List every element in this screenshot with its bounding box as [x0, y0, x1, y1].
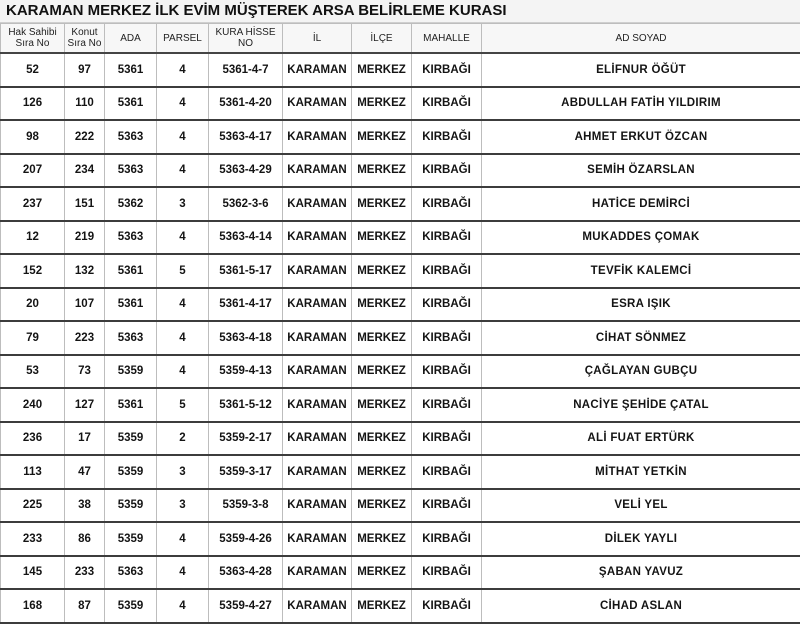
- cell-parsel: 4: [157, 355, 209, 389]
- cell-hak-sahibi-sira-no: 113: [1, 455, 65, 489]
- cell-konut-sira-no: 38: [65, 489, 105, 523]
- cell-konut-sira-no: 234: [65, 154, 105, 188]
- cell-kura-hisse-no: 5361-5-17: [209, 254, 283, 288]
- cell-ilce: MERKEZ: [352, 522, 412, 556]
- cell-ilce: MERKEZ: [352, 154, 412, 188]
- cell-ada: 5359: [105, 422, 157, 456]
- cell-kura-hisse-no: 5363-4-14: [209, 221, 283, 255]
- cell-konut-sira-no: 87: [65, 589, 105, 623]
- cell-konut-sira-no: 223: [65, 321, 105, 355]
- cell-kura-hisse-no: 5362-3-6: [209, 187, 283, 221]
- cell-mahalle: KIRBAĞI: [412, 120, 482, 154]
- cell-hak-sahibi-sira-no: 98: [1, 120, 65, 154]
- cell-ilce: MERKEZ: [352, 53, 412, 87]
- cell-ad-soyad: ESRA IŞIK: [482, 288, 800, 322]
- cell-konut-sira-no: 86: [65, 522, 105, 556]
- table-body: [1, 53, 800, 623]
- col-header-mahalle: MAHALLE: [412, 24, 482, 54]
- cell-parsel: 5: [157, 388, 209, 422]
- cell-hak-sahibi-sira-no: 145: [1, 556, 65, 590]
- cell-ilce: MERKEZ: [352, 589, 412, 623]
- table-row: [1, 288, 800, 322]
- cell-kura-hisse-no: 5361-4-20: [209, 87, 283, 121]
- cell-parsel: 4: [157, 321, 209, 355]
- cell-il: KARAMAN: [283, 53, 352, 87]
- cell-hak-sahibi-sira-no: 240: [1, 388, 65, 422]
- cell-parsel: 3: [157, 489, 209, 523]
- cell-ilce: MERKEZ: [352, 422, 412, 456]
- cell-ada: 5363: [105, 556, 157, 590]
- cell-mahalle: KIRBAĞI: [412, 589, 482, 623]
- cell-kura-hisse-no: 5359-2-17: [209, 422, 283, 456]
- cell-il: KARAMAN: [283, 589, 352, 623]
- cell-mahalle: KIRBAĞI: [412, 154, 482, 188]
- table-row: [1, 87, 800, 121]
- cell-kura-hisse-no: 5359-4-27: [209, 589, 283, 623]
- col-header-hak-sahibi-sira-no: Hak Sahibi Sıra No: [1, 24, 65, 54]
- cell-hak-sahibi-sira-no: 52: [1, 53, 65, 87]
- cell-konut-sira-no: 127: [65, 388, 105, 422]
- cell-ada: 5363: [105, 154, 157, 188]
- cell-il: KARAMAN: [283, 355, 352, 389]
- table-row: [1, 187, 800, 221]
- cell-kura-hisse-no: 5363-4-18: [209, 321, 283, 355]
- cell-kura-hisse-no: 5361-5-12: [209, 388, 283, 422]
- table-row: [1, 556, 800, 590]
- cell-mahalle: KIRBAĞI: [412, 187, 482, 221]
- cell-konut-sira-no: 219: [65, 221, 105, 255]
- cell-mahalle: KIRBAĞI: [412, 489, 482, 523]
- cell-parsel: 4: [157, 221, 209, 255]
- cell-mahalle: KIRBAĞI: [412, 254, 482, 288]
- page-title: KARAMAN MERKEZ İLK EVİM MÜŞTEREK ARSA BELİRLEME KURASI: [0, 0, 800, 23]
- cell-kura-hisse-no: 5359-3-8: [209, 489, 283, 523]
- cell-il: KARAMAN: [283, 288, 352, 322]
- cell-parsel: 4: [157, 120, 209, 154]
- cell-kura-hisse-no: 5363-4-17: [209, 120, 283, 154]
- cell-mahalle: KIRBAĞI: [412, 221, 482, 255]
- cell-ilce: MERKEZ: [352, 388, 412, 422]
- cell-ilce: MERKEZ: [352, 221, 412, 255]
- cell-konut-sira-no: 151: [65, 187, 105, 221]
- cell-il: KARAMAN: [283, 154, 352, 188]
- table-row: [1, 53, 800, 87]
- cell-il: KARAMAN: [283, 87, 352, 121]
- cell-konut-sira-no: 97: [65, 53, 105, 87]
- cell-mahalle: KIRBAĞI: [412, 455, 482, 489]
- cell-ada: 5359: [105, 355, 157, 389]
- cell-konut-sira-no: 110: [65, 87, 105, 121]
- table-row: [1, 355, 800, 389]
- cell-ada: 5363: [105, 120, 157, 154]
- cell-ilce: MERKEZ: [352, 355, 412, 389]
- cell-hak-sahibi-sira-no: 12: [1, 221, 65, 255]
- table-row: [1, 489, 800, 523]
- cell-parsel: 4: [157, 53, 209, 87]
- cell-ada: 5361: [105, 288, 157, 322]
- cell-konut-sira-no: 107: [65, 288, 105, 322]
- cell-konut-sira-no: 47: [65, 455, 105, 489]
- cell-parsel: 3: [157, 455, 209, 489]
- cell-il: KARAMAN: [283, 254, 352, 288]
- cell-parsel: 4: [157, 589, 209, 623]
- table-row: [1, 221, 800, 255]
- cell-konut-sira-no: 73: [65, 355, 105, 389]
- table-row: [1, 422, 800, 456]
- cell-hak-sahibi-sira-no: 237: [1, 187, 65, 221]
- cell-ilce: MERKEZ: [352, 455, 412, 489]
- cell-mahalle: KIRBAĞI: [412, 53, 482, 87]
- cell-il: KARAMAN: [283, 422, 352, 456]
- cell-ada: 5361: [105, 53, 157, 87]
- cell-ad-soyad: MUKADDES ÇOMAK: [482, 221, 800, 255]
- cell-il: KARAMAN: [283, 455, 352, 489]
- cell-parsel: 4: [157, 288, 209, 322]
- cell-hak-sahibi-sira-no: 233: [1, 522, 65, 556]
- cell-ada: 5361: [105, 254, 157, 288]
- cell-mahalle: KIRBAĞI: [412, 522, 482, 556]
- cell-kura-hisse-no: 5361-4-7: [209, 53, 283, 87]
- cell-il: KARAMAN: [283, 388, 352, 422]
- cell-ada: 5363: [105, 321, 157, 355]
- results-table: [0, 23, 800, 624]
- cell-kura-hisse-no: 5361-4-17: [209, 288, 283, 322]
- cell-ilce: MERKEZ: [352, 187, 412, 221]
- cell-ad-soyad: DİLEK YAYLI: [482, 522, 800, 556]
- cell-ad-soyad: NACİYE ŞEHİDE ÇATAL: [482, 388, 800, 422]
- cell-il: KARAMAN: [283, 120, 352, 154]
- cell-parsel: 2: [157, 422, 209, 456]
- cell-mahalle: KIRBAĞI: [412, 87, 482, 121]
- cell-hak-sahibi-sira-no: 126: [1, 87, 65, 121]
- cell-il: KARAMAN: [283, 489, 352, 523]
- table-row: [1, 589, 800, 623]
- cell-ilce: MERKEZ: [352, 556, 412, 590]
- cell-mahalle: KIRBAĞI: [412, 556, 482, 590]
- cell-parsel: 3: [157, 187, 209, 221]
- cell-mahalle: KIRBAĞI: [412, 355, 482, 389]
- cell-parsel: 4: [157, 556, 209, 590]
- cell-il: KARAMAN: [283, 556, 352, 590]
- cell-ad-soyad: HATİCE DEMİRCİ: [482, 187, 800, 221]
- cell-ilce: MERKEZ: [352, 87, 412, 121]
- cell-il: KARAMAN: [283, 187, 352, 221]
- cell-kura-hisse-no: 5363-4-29: [209, 154, 283, 188]
- cell-mahalle: KIRBAĞI: [412, 422, 482, 456]
- cell-hak-sahibi-sira-no: 225: [1, 489, 65, 523]
- cell-hak-sahibi-sira-no: 168: [1, 589, 65, 623]
- cell-hak-sahibi-sira-no: 79: [1, 321, 65, 355]
- cell-ada: 5361: [105, 388, 157, 422]
- col-header-konut-sira-no: Konut Sıra No: [65, 24, 105, 54]
- cell-ada: 5359: [105, 522, 157, 556]
- cell-ad-soyad: AHMET ERKUT ÖZCAN: [482, 120, 800, 154]
- table-row: [1, 522, 800, 556]
- cell-ad-soyad: VELİ YEL: [482, 489, 800, 523]
- cell-ilce: MERKEZ: [352, 288, 412, 322]
- cell-ilce: MERKEZ: [352, 254, 412, 288]
- cell-ad-soyad: ABDULLAH FATİH YILDIRIM: [482, 87, 800, 121]
- cell-ad-soyad: ÇAĞLAYAN GUBÇU: [482, 355, 800, 389]
- cell-ada: 5359: [105, 589, 157, 623]
- cell-parsel: 4: [157, 154, 209, 188]
- cell-ada: 5362: [105, 187, 157, 221]
- cell-ada: 5363: [105, 221, 157, 255]
- cell-ad-soyad: CİHAD ASLAN: [482, 589, 800, 623]
- cell-hak-sahibi-sira-no: 152: [1, 254, 65, 288]
- cell-ad-soyad: ŞABAN YAVUZ: [482, 556, 800, 590]
- cell-hak-sahibi-sira-no: 236: [1, 422, 65, 456]
- cell-ad-soyad: MİTHAT YETKİN: [482, 455, 800, 489]
- cell-hak-sahibi-sira-no: 53: [1, 355, 65, 389]
- cell-kura-hisse-no: 5359-4-13: [209, 355, 283, 389]
- cell-ilce: MERKEZ: [352, 489, 412, 523]
- cell-mahalle: KIRBAĞI: [412, 388, 482, 422]
- cell-parsel: 4: [157, 87, 209, 121]
- cell-il: KARAMAN: [283, 522, 352, 556]
- cell-konut-sira-no: 222: [65, 120, 105, 154]
- table-row: [1, 154, 800, 188]
- cell-ilce: MERKEZ: [352, 120, 412, 154]
- col-header-ad-soyad: AD SOYAD: [482, 24, 800, 54]
- cell-ilce: MERKEZ: [352, 321, 412, 355]
- col-header-ilce: İLÇE: [352, 24, 412, 54]
- cell-parsel: 4: [157, 522, 209, 556]
- cell-hak-sahibi-sira-no: 207: [1, 154, 65, 188]
- header-row: [1, 24, 800, 54]
- table-row: [1, 120, 800, 154]
- cell-ad-soyad: SEMİH ÖZARSLAN: [482, 154, 800, 188]
- cell-ada: 5359: [105, 489, 157, 523]
- cell-parsel: 5: [157, 254, 209, 288]
- table-row: [1, 321, 800, 355]
- col-header-parsel: PARSEL: [157, 24, 209, 54]
- cell-kura-hisse-no: 5359-4-26: [209, 522, 283, 556]
- cell-ada: 5359: [105, 455, 157, 489]
- table-row: [1, 388, 800, 422]
- cell-kura-hisse-no: 5363-4-28: [209, 556, 283, 590]
- cell-konut-sira-no: 132: [65, 254, 105, 288]
- cell-konut-sira-no: 17: [65, 422, 105, 456]
- col-header-kura-hisse-no: KURA HİSSE NO: [209, 24, 283, 54]
- cell-hak-sahibi-sira-no: 20: [1, 288, 65, 322]
- col-header-il: İL: [283, 24, 352, 54]
- cell-il: KARAMAN: [283, 221, 352, 255]
- cell-ad-soyad: ALİ FUAT ERTÜRK: [482, 422, 800, 456]
- cell-il: KARAMAN: [283, 321, 352, 355]
- cell-kura-hisse-no: 5359-3-17: [209, 455, 283, 489]
- cell-konut-sira-no: 233: [65, 556, 105, 590]
- cell-ad-soyad: TEVFİK KALEMCİ: [482, 254, 800, 288]
- table-row: [1, 455, 800, 489]
- cell-mahalle: KIRBAĞI: [412, 288, 482, 322]
- cell-mahalle: KIRBAĞI: [412, 321, 482, 355]
- cell-ada: 5361: [105, 87, 157, 121]
- cell-ad-soyad: ELİFNUR ÖĞÜT: [482, 53, 800, 87]
- col-header-ada: ADA: [105, 24, 157, 54]
- table-row: [1, 254, 800, 288]
- cell-ad-soyad: CİHAT SÖNMEZ: [482, 321, 800, 355]
